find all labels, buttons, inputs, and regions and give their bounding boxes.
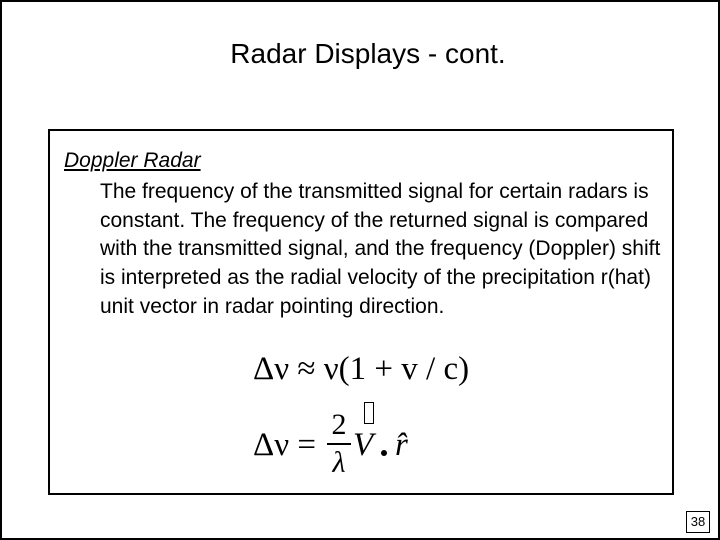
- unit-vector: r̂: [395, 427, 408, 463]
- fraction-numerator: 2: [331, 408, 347, 441]
- slide-title: Radar Displays - cont.: [230, 38, 506, 69]
- missing-glyph-icon: [364, 402, 374, 424]
- section-heading: Doppler Radar: [64, 149, 201, 172]
- equation-fraction: [327, 409, 351, 479]
- velocity-vector: V: [353, 427, 374, 463]
- fraction-denominator: λ: [332, 446, 346, 479]
- doppler-approx-equation: Δν ≈ ν(1 + v / c): [253, 351, 470, 387]
- content-box: [48, 129, 674, 495]
- equation-lhs: Δν =: [253, 427, 317, 463]
- body-paragraph: The frequency of the transmitted signal for certain radars is constant. The frequency of the returned signal is compared with the transmitted signal, and the frequency (Doppler) shift is interpreted as the radial velocity of the precipitation r(hat) unit vector in radar pointing direction.: [100, 180, 661, 318]
- page-number: 38: [686, 511, 710, 533]
- dot-product-icon: [381, 450, 387, 456]
- fraction-bar: [327, 443, 351, 445]
- doppler-shift-equation: [253, 408, 473, 489]
